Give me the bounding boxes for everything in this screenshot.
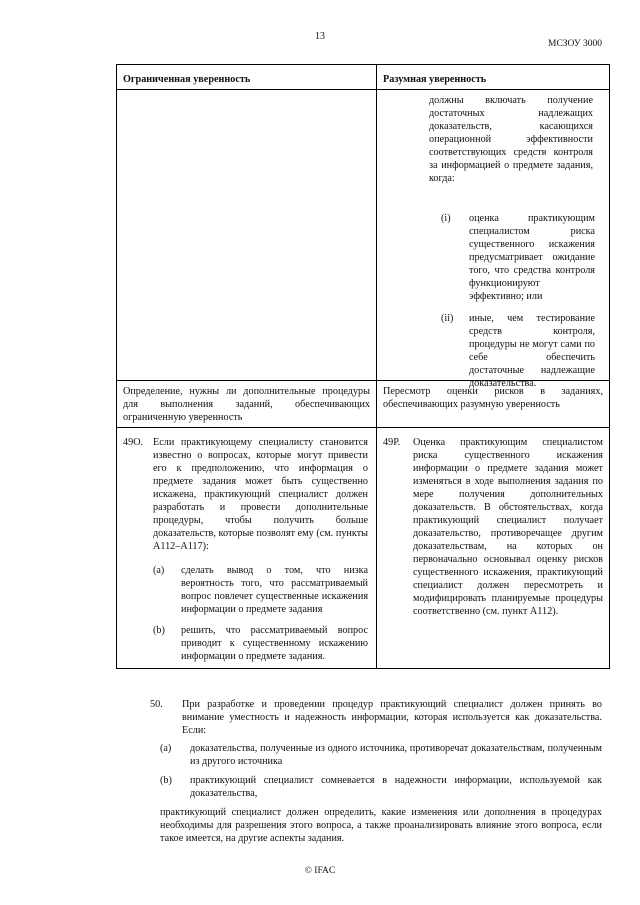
row1-left-cell: [117, 90, 377, 381]
standard-code: МСЗОУ 3000: [548, 39, 602, 49]
para-50-item-b-text: практикующий специалист сомневается в надежности информации, используемой как доказательства,: [190, 775, 602, 799]
para-50-number: 50.: [150, 699, 163, 710]
item-ii-text: иные, чем тестирование средств контроля, процедуры не могут сами по себе обеспечить достаточные надлежащие доказательства.: [469, 313, 595, 389]
item-i-text: оценка практикующим специалистом риска существенного искажения предусматривает ожидание того, что средства контроля функционируют эффективно; или: [469, 213, 595, 302]
para-49o-item-a-marker: (a): [153, 565, 165, 576]
page-number: 13: [315, 31, 325, 42]
para-49o-number: 49O.: [123, 437, 144, 448]
row1-intro: должны включать получение достаточных надлежащих доказательств, касающихся операционной эффективности соответствующих средств контроля за информацией о предмете задания, когда:: [429, 95, 593, 184]
table-row: [117, 428, 610, 669]
item-ii-marker: (ii): [441, 313, 454, 324]
row2-left-heading: Определение, нужны ли дополнительные процедуры для выполнения заданий, обеспечивающих ограниченную уверенность: [123, 386, 370, 423]
para-50-item-a-text: доказательства, полученные из одного источника, противоречат доказательствам, полученным из другого источника: [190, 743, 602, 767]
para-49p-number: 49Р.: [383, 437, 401, 448]
para-49o-item-b-text: решить, что рассматриваемый вопрос приводит к существенному искажению информации о предмете задания.: [181, 625, 368, 662]
para-49o-item-a-text: сделать вывод о том, что низка вероятность того, что рассматриваемый вопрос повлечет существенные искажения информации о предмете задания: [181, 565, 368, 615]
table-row: [117, 90, 610, 381]
copyright-footer: © IFAC: [304, 866, 336, 876]
row2-right-heading: Пересмотр оценки рисков в заданиях, обеспечивающих разумную уверенность: [383, 386, 603, 410]
para-50-text: При разработке и проведении процедур практикующий специалист должен принять во внимание уместность и надежность информации, которая используется как доказательства. Если:: [182, 699, 602, 736]
row1-right-cell: [377, 90, 610, 389]
row3-right-cell: [377, 428, 610, 669]
para-49o-item-b-marker: (b): [153, 625, 165, 636]
column-header-limited-label: Ограниченная уверенность: [123, 74, 251, 85]
column-header-reasonable: [377, 65, 610, 90]
column-header-limited: [117, 65, 377, 90]
para-50-closing: практикующий специалист должен определить, какие изменения или дополнения в процедурах необходимы для разрешения этого вопроса, а также проанализировать влияние этого вопроса, если такое имеется, на другие аспекты задания.: [160, 807, 602, 844]
row2-left-cell: [117, 381, 377, 428]
item-i-marker: (i): [441, 213, 451, 224]
para-49p-text: Оценка практикующим специалистом риска существенного искажения информации о предмете задания может изменяться в ходе выполнения задания по мере получения дополнительных доказательств. В обстоятельствах, когда практикующий специалист получает доказательство, противоречащее другим доказательствам, на которых он первоначально основывал оценку рисков существенного искажения, практикующий специалист должен пересмотреть и модифицировать планируемые процедуры соответственно (см. пункт A112).: [413, 437, 603, 617]
table-header-row: [117, 65, 610, 90]
comparison-table: [116, 64, 610, 669]
para-49o-text: Если практикующему специалисту становится известно о вопросах, которые могут привести его к предположению, что информация о предмете задания может быть существенно искажена, практикующий специалист должен разработать и провести дополнительные процедуры, чтобы получить больше доказательств, которые позволят ему (см. пункты A112–A117):: [153, 437, 368, 552]
para-50-item-a-marker: (a): [160, 743, 172, 754]
row3-left-cell: [117, 428, 377, 669]
column-header-reasonable-label: Разумная уверенность: [383, 74, 487, 85]
para-50-item-b-marker: (b): [160, 775, 172, 786]
